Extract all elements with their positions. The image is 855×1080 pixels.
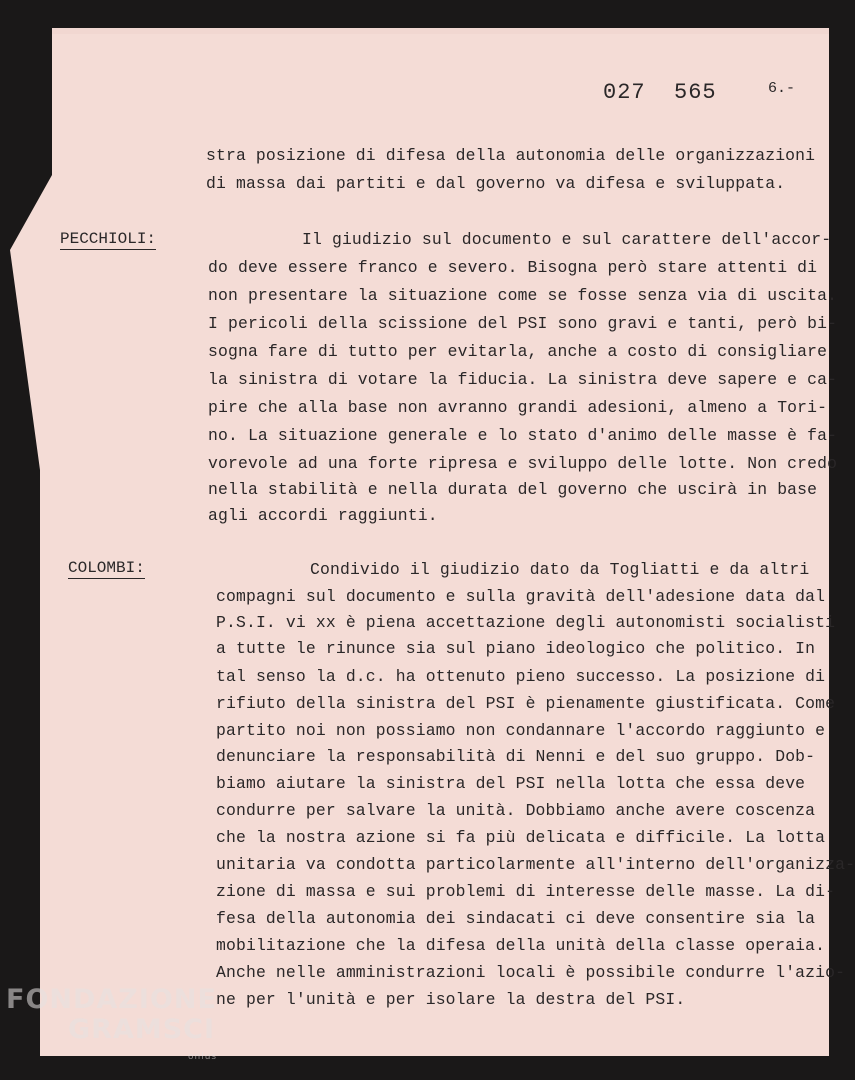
body-line: do deve essere franco e severo. Bisogna però stare attenti di [208, 258, 818, 277]
body-line: pire che alla base non avranno grandi adesioni, almeno a Tori- [208, 398, 828, 417]
body-line: unitaria va condotta particolarmente all'interno dell'organizza- [216, 855, 855, 874]
page-number: 6.- [768, 80, 796, 97]
watermark-line: GRAMSCI [68, 1014, 216, 1045]
body-line: la sinistra di votare la fiducia. La sinistra deve sapere e ca- [208, 370, 838, 389]
watermark-line: FONDAZIONE [6, 984, 217, 1015]
body-line: no. La situazione generale e lo stato d'animo delle masse è fa- [208, 426, 838, 445]
body-line: zione di massa e sui problemi di interesse delle masse. La di- [216, 882, 836, 901]
body-line: tal senso la d.c. ha ottenuto pieno successo. La posizione di [216, 667, 826, 686]
body-line: I pericoli della scissione del PSI sono gravi e tanti, però bi- [208, 314, 838, 333]
body-line: non presentare la situazione come se fosse senza via di uscita. [208, 286, 838, 305]
watermark-line: onlus [188, 1052, 218, 1062]
body-line: biamo aiutare la sinistra del PSI nella lotta che essa deve [216, 774, 806, 793]
body-line: fesa della autonomia dei sindacati ci deve consentire sia la [216, 909, 816, 928]
body-line: che la nostra azione si fa più delicata e difficile. La lotta [216, 828, 826, 847]
body-line: nella stabilità e nella durata del governo che uscirà in base [208, 480, 818, 499]
body-line: sogna fare di tutto per evitarla, anche a costo di consigliare [208, 342, 828, 361]
body-line: condurre per salvare la unità. Dobbiamo anche avere coscenza [216, 801, 816, 820]
body-line: Il giudizio sul documento e sul carattere dell'accor- [302, 230, 832, 249]
body-line: compagni sul documento e sulla gravità dell'adesione data dal [216, 587, 826, 606]
speaker-label: PECCHIOLI: [60, 230, 157, 248]
body-line: ne per l'unità e per isolare la destra del PSI. [216, 990, 686, 1009]
body-line: Condivido il giudizio dato da Togliatti e da altri [310, 560, 810, 579]
document-number: 027 565 [603, 80, 717, 105]
body-line: agli accordi raggiunti. [208, 506, 438, 525]
body-line: a tutte le rinunce sia sul piano ideologico che politico. In [216, 639, 816, 658]
body-line: rifiuto della sinistra del PSI è pienamente giustificata. Come [216, 694, 836, 713]
body-line: P.S.I. vi xx è piena accettazione degli autonomisti socialisti [216, 613, 836, 632]
body-line: stra posizione di difesa della autonomia delle organizzazioni [206, 146, 816, 165]
speaker-label: COLOMBI: [68, 559, 145, 577]
body-line: mobilitazione che la difesa della unità della classe operaia. [216, 936, 826, 955]
body-line: denunciare la responsabilità di Nenni e del suo gruppo. Dob- [216, 747, 816, 766]
body-line: di massa dai partiti e dal governo va difesa e sviluppata. [206, 174, 786, 193]
body-line: Anche nelle amministrazioni locali è possibile condurre l'azio- [216, 963, 846, 982]
body-line: partito noi non possiamo non condannare l'accordo raggiunto e [216, 721, 826, 740]
body-line: vorevole ad una forte ripresa e sviluppo delle lotte. Non credo [208, 454, 838, 473]
